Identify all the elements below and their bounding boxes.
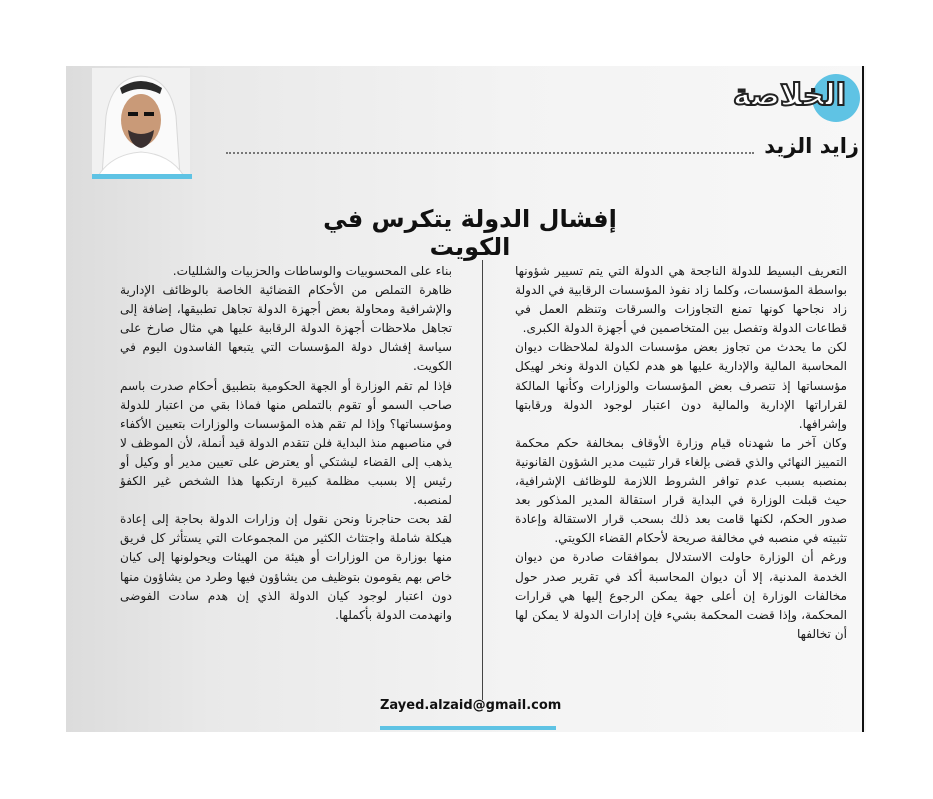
paragraph: فإذا لم تقم الوزارة أو الجهة الحكومية بتطبيق أحكام صدرت باسم صاحب السمو أو تقوم بالتملص منها فماذا بقي من اعتبار للدولة ومؤسساتها؟ وإذا لم تقم هذه المؤسسات والوزارات بتعيين الأكفاء في مناصبهم منذ البداية فلن تتقدم الدولة قيد أنملة، لأن الموظف لا يذهب إلى القضاء ليشتكي أو يعترض على تعيين مدير أو وكيل أو رئيس إلا بسبب مظلمة كبيرة ارتكبها هذا الشخص غير الكفؤ لمنصبه. [120,378,452,508]
email-accent-bar [380,726,556,730]
paragraph: وكان آخر ما شهدناه قيام وزارة الأوقاف بمخالفة حكم محكمة التمييز النهائي والذي قضى بإلغاء قرار تثبيت مدير الشؤون القانونية بمنصبه بسبب عدم توافر الشروط اللازمة للوظائف الإشرافية، حيث قبلت الوزارة في البداية قرار استقالة المدير المذكور بعد صدور الحكم، لكنها قامت بعد ذلك بسحب قرار الاستقالة وإعادة تثبيته في منصبه في مخالفة صريحة لأحكام القضاء الكويتي. [515,435,847,546]
paragraph: ظاهرة التملص من الأحكام القضائية الخاصة بالوظائف الإدارية والإشرافية ومحاولة بعض أجهزة الدولة تجاهل تطبيقها، إضافة إلى تجاهل ملاحظات أجهزة الدولة الرقابية عليها هي مثال صارخ على سياسة إفشال دولة المؤسسات التي يتبعها الفاسدون اليوم في الكويت. [120,283,452,374]
paragraph: ورغم أن الوزارة حاولت الاستدلال بموافقات صادرة من ديوان الخدمة المدنية، إلا أن ديوان المحاسبة أكد في تقرير صدر حول مخالفات الوزارة إن أعلى جهة يمكن الرجوع إليها هي قرارات المحكمة، وإذا قضت المحكمة بشيء فإن إدارات الدولة لا يمكن لها أن تخالفها [515,550,847,641]
article-headline: إفشال الدولة يتكرس في الكويت [323,205,617,261]
photo-accent-bar [92,174,192,179]
column-logo [720,72,860,124]
author-name: زايد الزيد [764,134,859,158]
page-edge-rule [862,66,864,732]
paragraph: التعريف البسيط للدولة الناجحة هي الدولة التي يتم تسيير شؤونها بواسطة المؤسسات، وكلما زاد نفوذ المؤسسات الرقابية في الدولة زاد نجاحها كونها تمنع التجاوزات والسرقات وتنظم العمل في قطاعات الدولة وتفصل بين المتخاصمين في أجهزة الدولة الكبرى. [515,264,847,336]
logo-text: الخلاصة [732,78,846,113]
paragraph: لكن ما يحدث من تجاوز بعض مؤسسات الدولة لملاحظات ديوان المحاسبة المالية والإدارية عليها هو هدم لكيان الدولة ونخر لهيكل مؤسساتها إذ تتصرف بعض المؤسسات والوزارات وكأنها المالكة لقراراتها الإدارية والمالية دون اعتبار لوجود الدولة ورقابتها وإشرافها. [515,340,847,431]
author-email: Zayed.alzaid@gmail.com [380,698,562,713]
paragraph: لقد بحت حناجرنا ونحن نقول إن وزارات الدولة بحاجة إلى إعادة هيكلة شاملة واجتثاث الكثير من المجموعات التي يستأثر كل فريق منها بوزارة من الوزارات أو هيئة من الهيئات ويحولونها إلى كيان خاص بهم يقومون بتوظيف من يشاؤون فيها وطرد من يشاؤون منها دون اعتبار لوجود كيان الدولة الذي إن هدم سادت الفوضى وانهدمت الدولة بأكملها. [120,512,452,622]
article-column-left [120,262,452,625]
column-divider [482,260,483,700]
paragraph: بناء على المحسوبيات والوساطات والحزبيات والشلليات. [172,264,452,278]
author-photo [92,68,190,176]
author-divider [226,152,754,154]
article-column-right [515,262,847,644]
